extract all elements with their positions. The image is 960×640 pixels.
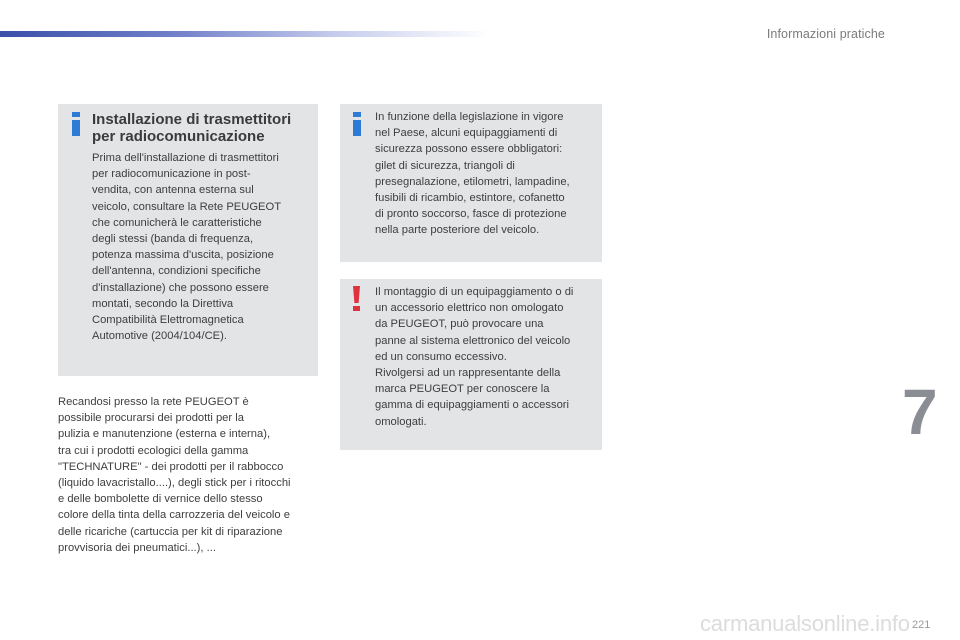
legal-box-text: In funzione della legislazione in vigore nel Paese, alcuni equipaggiamenti di sicurezza possono essere obbligatori: gilet di sicurezza, triangoli di presegnalazione, etilometri, lampadine, fusibili di ricambio, estintore, cofanetto di pronto soccorso, fasce di protezione nella parte posteriore del veicolo. xyxy=(375,111,570,237)
watermark: carmanualsonline.info xyxy=(700,611,910,636)
exclamation-icon xyxy=(351,286,363,310)
body-paragraph: Recandosi presso la rete PEUGEOT è possibile procurarsi dei prodotti per la pulizia e manutenzione (esterna e interna), tra cui i prodotti ecologici della gamma "TECHNATURE" - dei prodotti per il rabbocco (liquido lavacristallo....), degli stick per i ritocchi e delle bombolette di vernice dello stesso colore della tinta della carrozzeria del veicolo e delle ricariche (cartuccia per kit di riparazione provvisoria dei pneumatici...), ... xyxy=(58,396,291,554)
install-box-text: Prima dell'installazione di trasmettitori per radiocomunicazione in post- vendita, con antenna esterna sul veicolo, consultare la Rete PEUGEOT che comunicherà le caratteristiche degli stessi (banda di frequenza, potenza massima d'uscita, posizione dell'antenna, condizioni specifiche d'installazione) che possono essere montati, secondo la Direttiva Compatibilità Elettromagnetica Automotive (2004/104/CE). xyxy=(92,152,282,343)
page-number: 221 xyxy=(912,619,931,631)
install-box-title: Installazione di trasmettitori per radiocomunicazione xyxy=(92,111,292,145)
section-title: Informazioni pratiche xyxy=(766,27,885,41)
header-accent-bar xyxy=(0,31,490,37)
chapter-number: 7 xyxy=(902,376,938,448)
info-icon xyxy=(70,112,82,136)
info-icon xyxy=(351,112,363,136)
warning-box-text: Il montaggio di un equipaggiamento o di un accessorio elettrico non omologato da PEUGEOT, può provocare una panne al sistema elettronico del veicolo ed un consumo eccessivo. Rivolgersi ad un rappresentante della marca PEUGEOT per conoscere la gamma di equipaggiamenti o accessori omologati. xyxy=(375,286,574,428)
